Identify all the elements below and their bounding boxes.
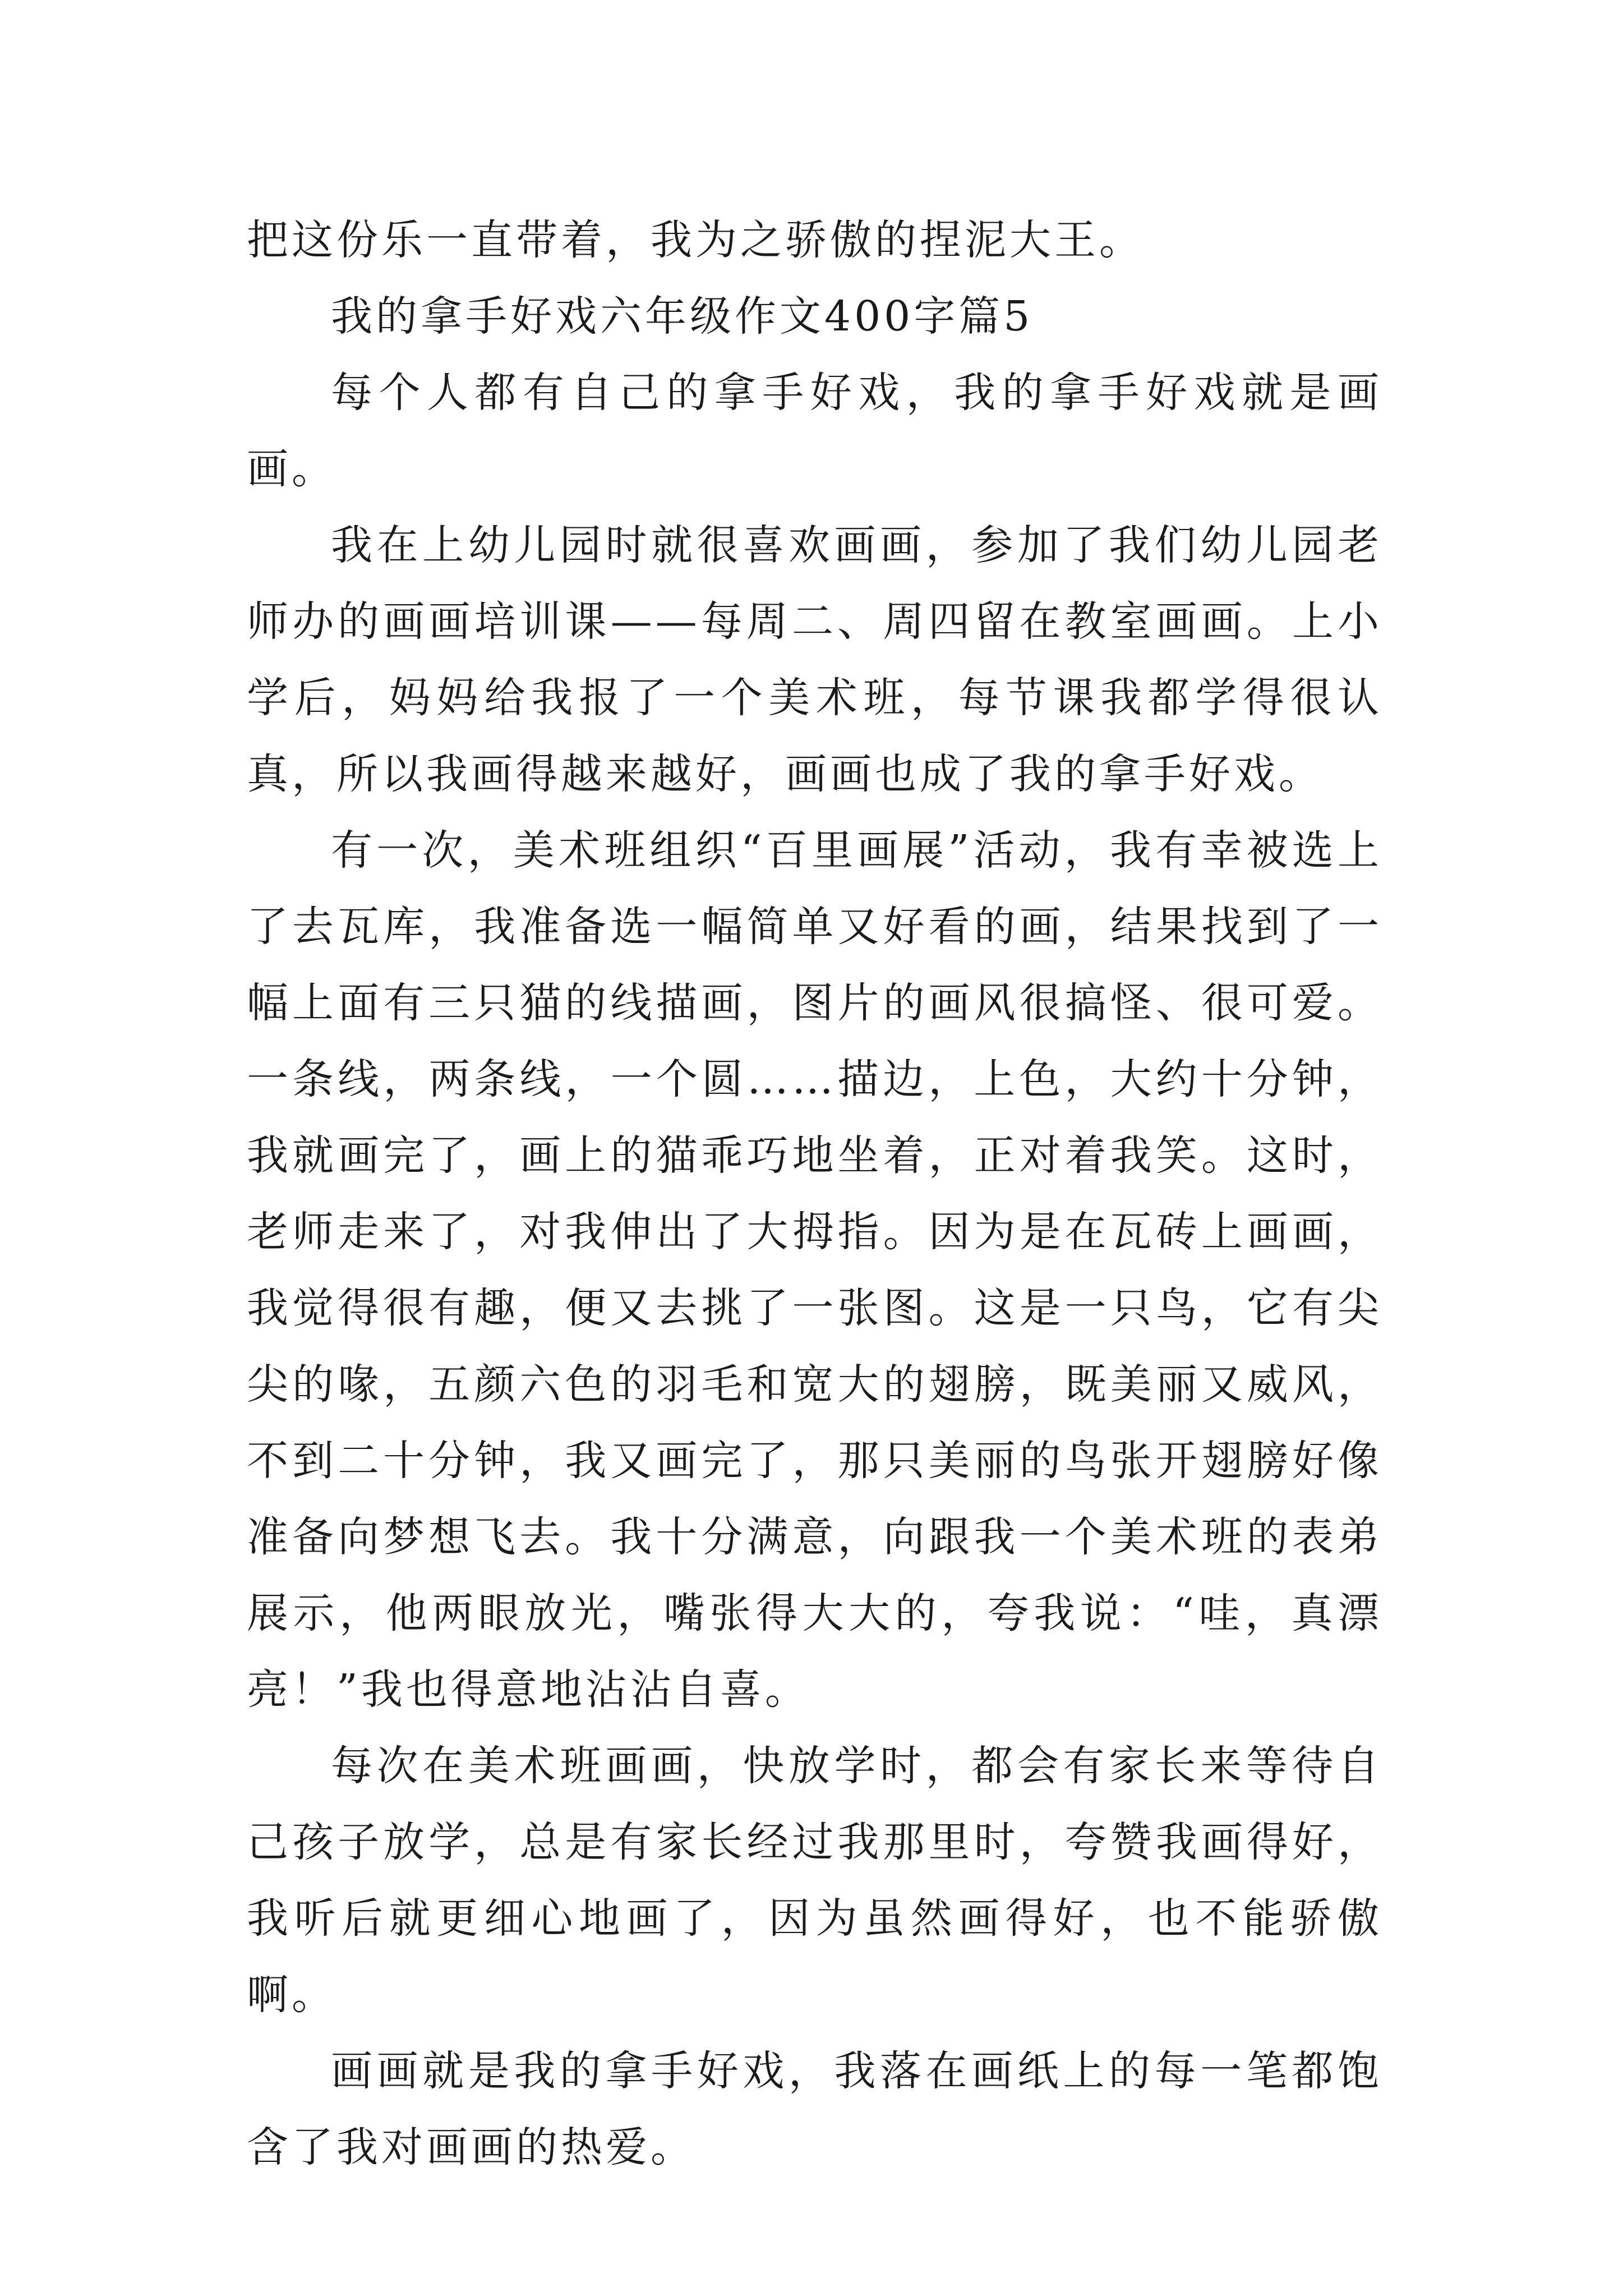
document-body [247, 202, 1382, 2185]
paragraph-intro: 每个人都有自己的拿手好戏，我的拿手好戏就是画画。 [247, 369, 1382, 493]
paragraph-exhibition: 有一次，美术班组织“百里画展”活动，我有幸被选上了去瓦库，我准备选一幅简单又好看的画，结果找到了一幅上面有三只猫的线描画，图片的画风很搞怪、很可爱。一条线，两条线，一个圆……描边，上色，大约十分钟，我就画完了，画上的猫乖巧地坐着，正对着我笑。这时，老师走来了，对我伸出了大拇指。因为是在瓦砖上画画，我觉得很有趣，便又去挑了一张图。这是一只鸟，它有尖尖的喙，五颜六色的羽毛和宽大的翅膀，既美丽又威风，不到二十分钟，我又画完了，那只美丽的鸟张开翅膀好像准备向梦想飞去。我十分满意，向跟我一个美术班的表弟展示，他两眼放光，嘴张得大大的，夸我说：“哇，真漂亮！”我也得意地沾沾自喜。 [247, 826, 1382, 1714]
paragraph-continuation: 把这份乐一直带着，我为之骄傲的捏泥大王。 [247, 216, 1144, 264]
section-heading: 我的拿手好戏六年级作文400字篇5 [331, 292, 1034, 341]
paragraph-kindergarten: 我在上幼儿园时就很喜欢画画，参加了我们幼儿园老师办的画画培训课——每周二、周四留在教室画画。上小学后，妈妈给我报了一个美术班，每节课我都学得很认真，所以我画得越来越好，画画也成了我的拿手好戏。 [247, 521, 1382, 798]
paragraph-conclusion: 画画就是我的拿手好戏，我落在画纸上的每一笔都饱含了我对画画的热爱。 [247, 2047, 1382, 2171]
paragraph-parents: 每次在美术班画画，快放学时，都会有家长来等待自己孩子放学，总是有家长经过我那里时，夸赞我画得好，我听后就更细心地画了，因为虽然画得好，也不能骄傲啊。 [247, 1742, 1382, 2019]
